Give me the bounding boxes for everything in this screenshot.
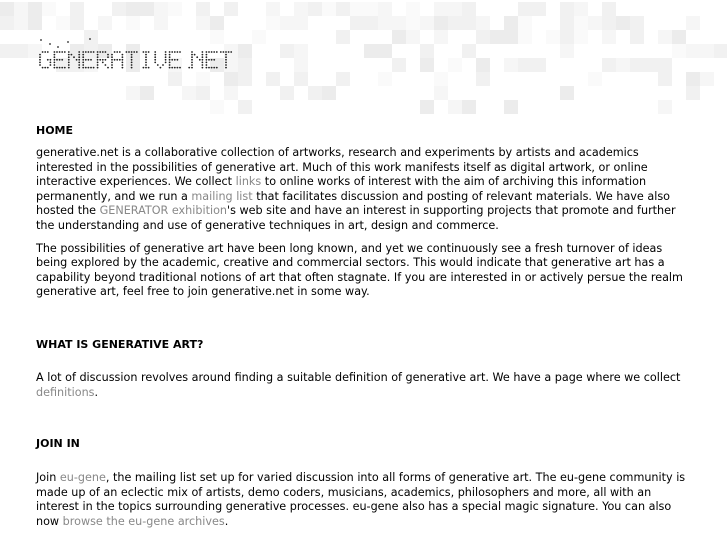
intro-text-1: generative.net is a collaborative collection of artworks, research and experiments by artists and academics interested in the possibilities of generative art. Much of this work manifests itself as digital artwork, or online interactive experiences. We collect xyxy=(36,146,648,189)
site-logo[interactable] xyxy=(38,38,248,80)
what-is-generative-art-heading: WHAT IS GENERATIVE ART? xyxy=(36,337,204,351)
eu-gene-archives-link[interactable]: browse the eu-gene archives xyxy=(62,514,225,528)
eu-gene-link[interactable]: eu-gene xyxy=(59,471,106,485)
intro-paragraph xyxy=(36,146,696,234)
intro-text-4: 's web site and have an interest in supporting projects that promote and further the understanding and use of generative techniques in art, design and commerce. xyxy=(36,204,676,232)
join-paragraph xyxy=(36,471,696,529)
definition-text-1: A lot of discussion revolves around finding a suitable definition of generative art. We have a page where we collect xyxy=(36,370,681,384)
definition-text-2: . xyxy=(94,385,99,399)
links-link[interactable]: links xyxy=(235,175,262,189)
definitions-link[interactable]: definitions xyxy=(36,385,95,399)
mailing-list-link[interactable]: mailing list xyxy=(191,189,253,203)
intro-text-3: that facilitates discussion and posting of relevant materials. We have also hosted the xyxy=(36,189,670,218)
definition-paragraph xyxy=(36,371,696,400)
join-text-2: , the mailing list set up for varied discussion into all forms of generative art. The eu-gene community is made up of an eclectic mix of artists, demo coders, musicians, academics, philosophers and more, all with an interest in the topics surrounding generative processes. eu-gene also has a special magic signature. You can also now xyxy=(36,471,686,528)
join-text-1: Join xyxy=(36,471,60,485)
generator-exhibition-link[interactable]: GENERATOR exhibition xyxy=(99,204,228,218)
main-content xyxy=(36,120,696,530)
intro-text-2: to online works of interest with the aim of archiving this information permanently, and we run a xyxy=(36,175,647,203)
join-in-heading: JOIN IN xyxy=(36,437,80,451)
possibilities-paragraph: The possibilities of generative art have been long known, and yet we continuously see a fresh turnover of ideas being explored by the academic, creative and commercial sectors. This would indicate that generative art has a capability beyond traditional notions of art that often stagnate. If you are interested in or actively persue the realm generative art, feel free to join generative.net in some way. xyxy=(36,241,683,299)
home-heading: HOME xyxy=(36,124,74,137)
join-text-3: . xyxy=(224,514,229,528)
